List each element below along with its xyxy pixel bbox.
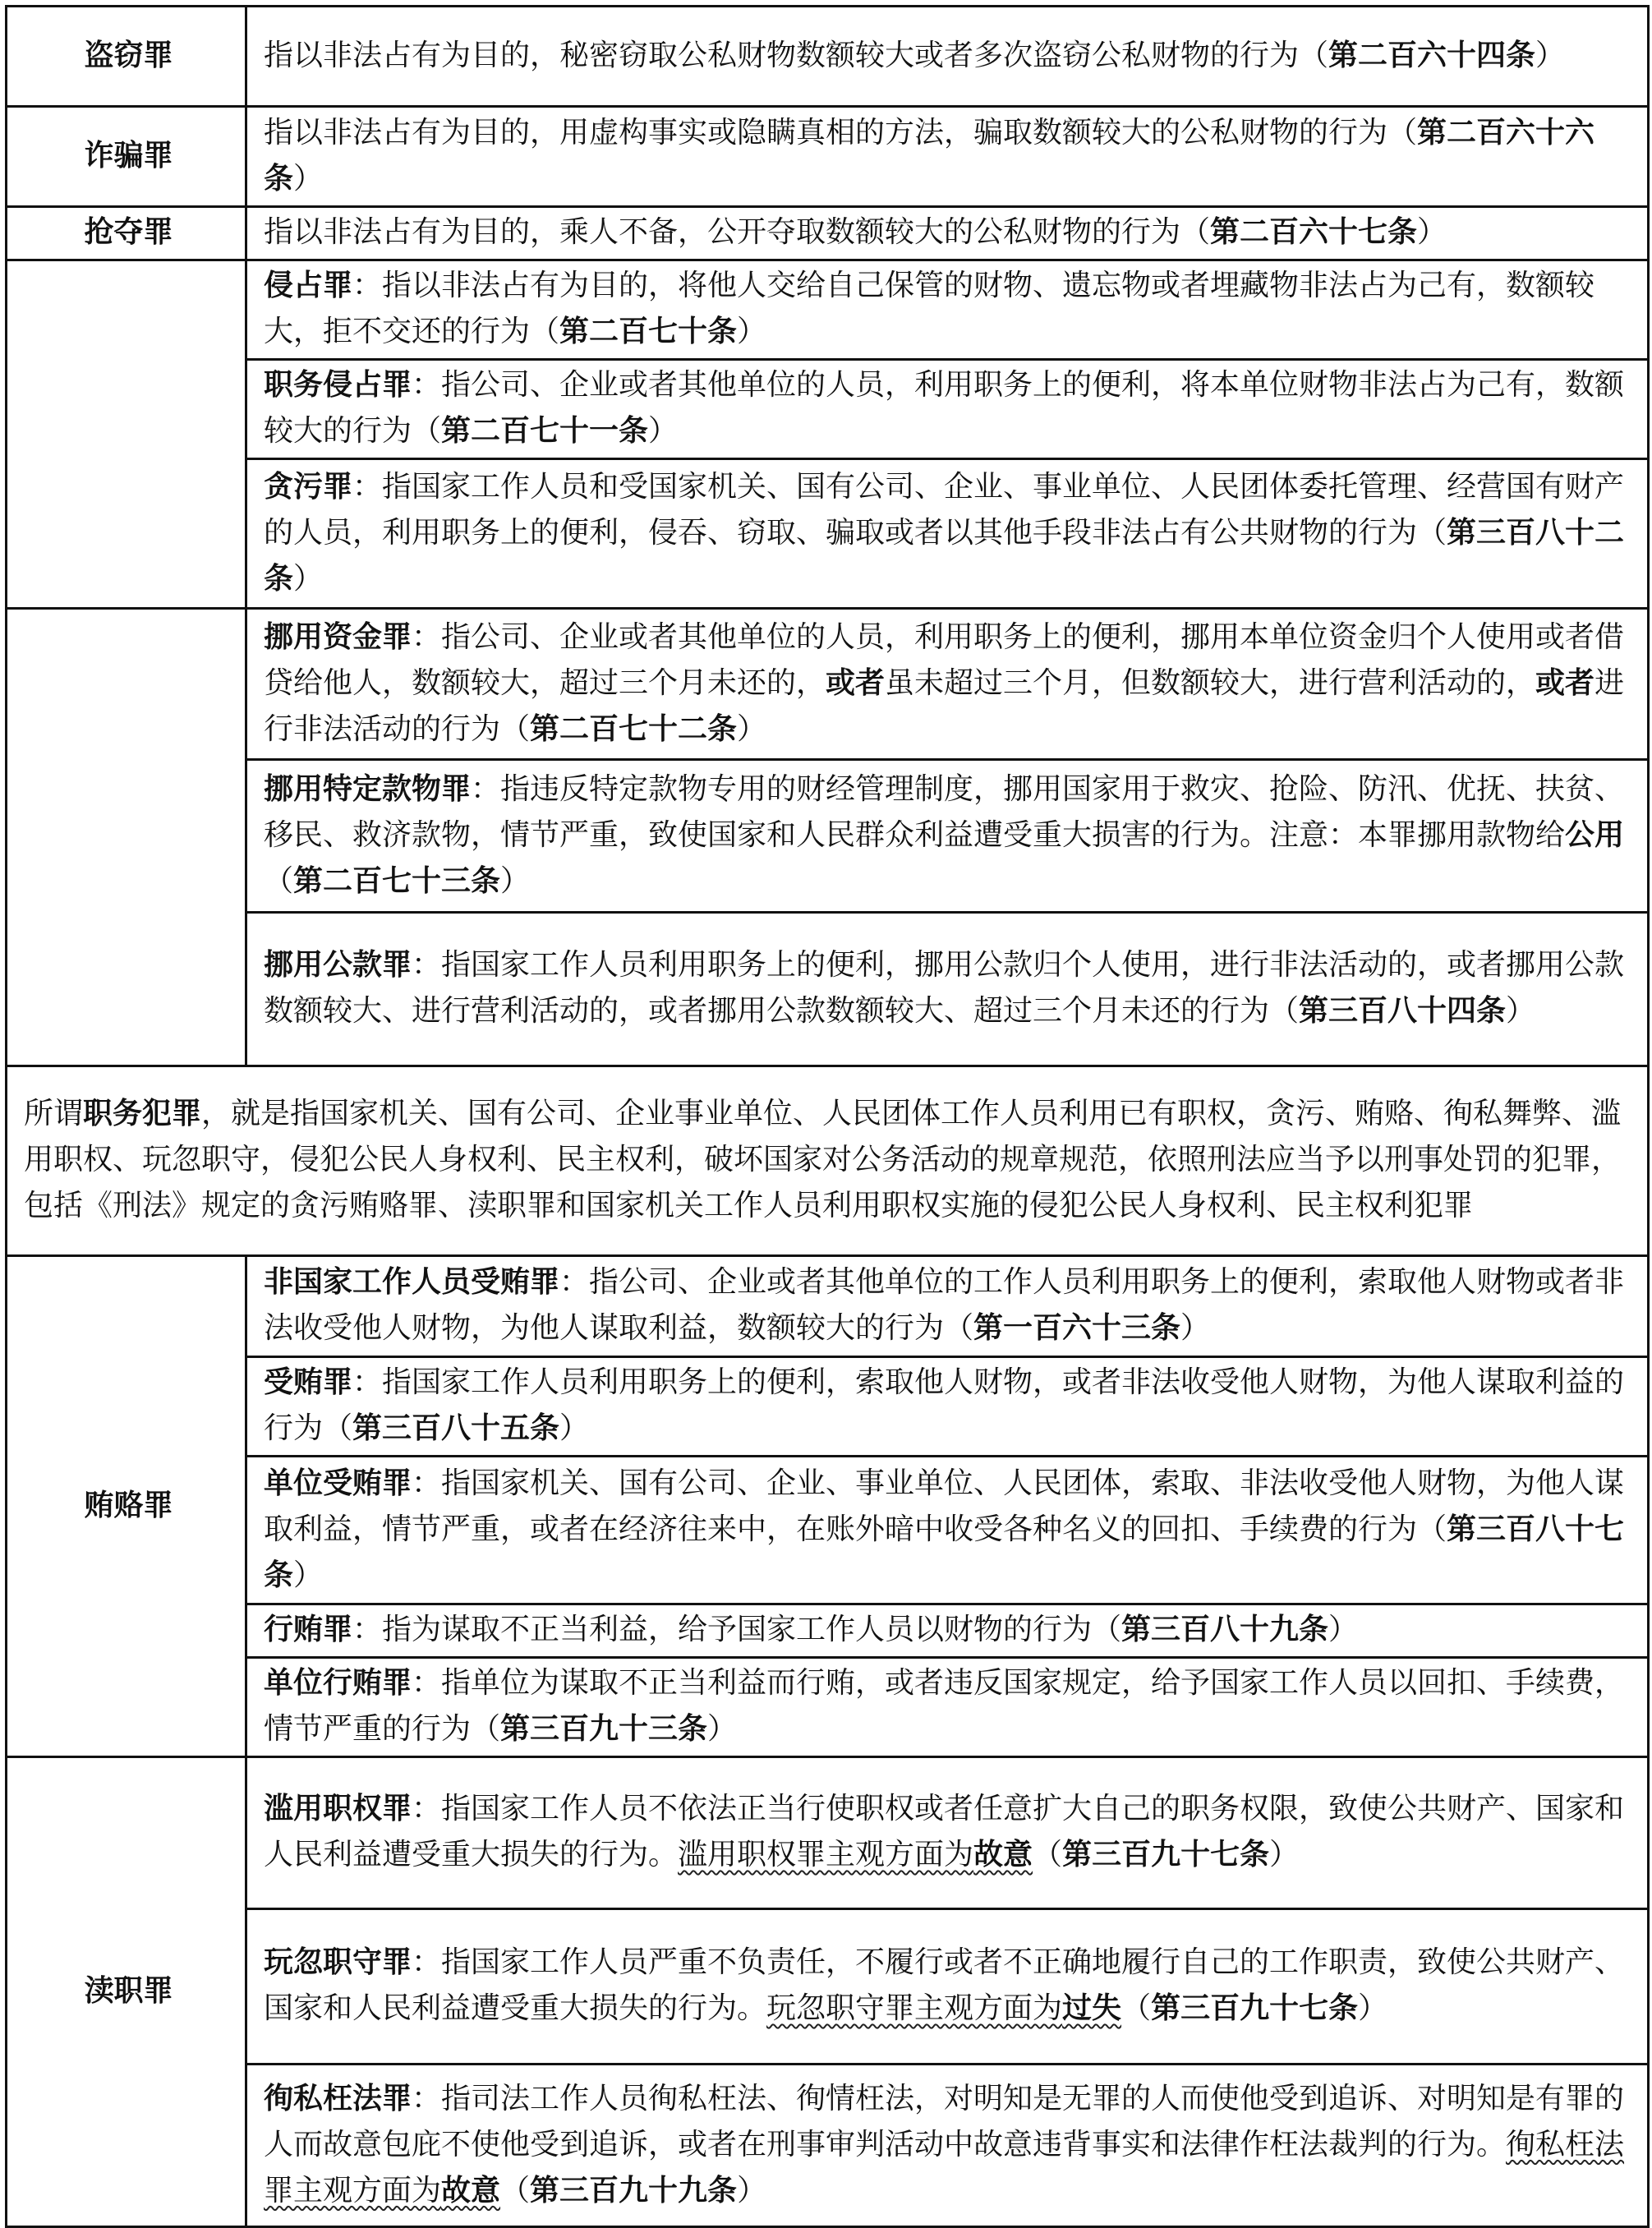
- article-ref: 第三百八十二条: [264, 515, 1625, 596]
- crime-term: 挪用资金罪: [264, 619, 412, 654]
- definition-text: （: [1121, 1991, 1152, 2025]
- crime-term: 玩忽职守罪: [264, 1945, 412, 1979]
- definition-text: ：指为谋取不正当利益，给予国家工作人员以财物的行为（: [352, 1613, 1122, 1646]
- keyword: 或者: [826, 665, 886, 700]
- definition-text: ：指公司、企业或者其他单位的人员，利用职务上的便利，挪用本单位资金归个人使用或者借贷给他人，数额较大，超过三个月未还的，: [264, 619, 1625, 700]
- table-row: [7, 760, 1649, 913]
- crime-definition-fraud: [246, 107, 1649, 207]
- crime-term: 挪用特定款物罪: [264, 771, 472, 806]
- article-ref: 第二百七十一条: [441, 414, 649, 448]
- crime-definition-theft: [246, 7, 1649, 107]
- paren-close: ）: [1269, 1838, 1300, 1871]
- definition-text: ：指国家机关、国有公司、企业、事业单位、人民团体，索取、非法收受他人财物，为他人谋取利益，情节严重，或者在经济往来中，在账外暗中收受各种名义的回扣、手续费的行为（: [264, 1466, 1625, 1546]
- definition-text: ，就是指国家机关、国有公司、企业事业单位、人民团体工作人员利用已有职权，贪污、贿赂、徇私舞弊、滥用职权、玩忽职守，侵犯公民人身权利、民主权利，破坏国家对公务活动的规章规范，依照刑法应当予以刑事处罚的犯罪，包括《刑法》规定的贪污贿赂罪、渎职罪和国家机关工作人员利用职权实施的侵犯公民人身权利、民主权利犯罪: [24, 1097, 1622, 1222]
- table-row: [7, 7, 1649, 107]
- paren-close: ）: [648, 414, 679, 448]
- subjective-aspect-text: 徇私枉法罪主观方面为: [264, 2127, 1625, 2207]
- crime-term: 徇私枉法罪: [264, 2081, 412, 2115]
- crime-term: 侵占罪: [264, 269, 353, 302]
- crime-term: 职务犯罪: [83, 1097, 202, 1130]
- crime-definition-abuse-power: [246, 1757, 1649, 1909]
- paren-close: ）: [1358, 1991, 1388, 2025]
- crime-definition-accept-bribe: [246, 1357, 1649, 1457]
- definition-text: ：指国家工作人员利用职务上的便利，索取他人财物，或者非法收受他人财物，为他人谋取利益的行为（: [264, 1365, 1625, 1445]
- keyword: 或者: [1535, 665, 1595, 700]
- crime-term: 受贿罪: [264, 1365, 353, 1399]
- paren-close: ）: [1506, 994, 1536, 1028]
- definition-text: ：指司法工作人员徇私枉法、徇情枉法，对明知是无罪的人而使他受到追诉、对明知是有罪的人而故意包庇不使他受到追诉，或者在刑事审判活动中故意违背事实和法律作枉法裁判的行为。: [264, 2081, 1625, 2161]
- crime-definition-neglect-duty: [246, 1909, 1649, 2065]
- article-ref: 第一百六十三条: [973, 1311, 1181, 1345]
- table-row: [7, 1256, 1649, 1357]
- article-ref: 第三百八十九条: [1121, 1613, 1329, 1646]
- table-row: [7, 1357, 1649, 1457]
- paren-close: ）: [559, 1411, 590, 1445]
- paren-close: ）: [737, 711, 767, 746]
- crime-term: 行贿罪: [264, 1613, 353, 1646]
- table-row: [7, 207, 1649, 260]
- crime-term: 贪污罪: [264, 469, 353, 504]
- keyword: 公用: [1565, 817, 1625, 852]
- definition-text: 虽未超过三个月，但数额较大，进行营利活动的，: [885, 665, 1536, 700]
- crime-definition-embezzle: [246, 260, 1649, 360]
- definition-text: ：指单位为谋取不正当利益而行贿，或者违反国家规定，给予国家工作人员以回扣、手续费，情节严重的行为（: [264, 1666, 1625, 1746]
- definition-text: ：指国家工作人员不依法正当行使职权或者任意扩大自己的职务权限，致使公共财产、国家和人民利益遭受重大损失的行为。: [264, 1792, 1625, 1871]
- table-row: [7, 459, 1649, 609]
- keyword: 过失: [1062, 1991, 1122, 2025]
- article-ref: 第二百七十二条: [530, 711, 738, 746]
- crime-definition-snatch: [246, 207, 1649, 260]
- empty-label-cell: [7, 609, 246, 1066]
- table-row: [7, 260, 1649, 360]
- paren-close: ）: [1535, 38, 1566, 72]
- subjective-aspect-text: 滥用职权罪主观方面为: [678, 1838, 974, 1871]
- article-ref: 第二百六十四条: [1328, 38, 1536, 72]
- keyword: 故意: [441, 2173, 501, 2207]
- table-row: [7, 107, 1649, 207]
- definition-text: ：指公司、企业或者其他单位的工作人员利用职务上的便利，索取他人财物或者非法收受他人财物，为他人谋取利益，数额较大的行为（: [264, 1265, 1625, 1345]
- paren-close: ）: [1417, 215, 1447, 249]
- definition-text: 指以非法占有为目的，乘人不备，公开夺取数额较大的公私财物的行为（: [264, 215, 1211, 249]
- subjective-aspect-text: 玩忽职守罪主观方面为: [766, 1991, 1063, 2025]
- paren-close: ）: [737, 315, 767, 348]
- definition-text: ：指国家工作人员严重不负责任，不履行或者不正确地履行自己的工作职责，致使公共财产、国家和人民利益遭受重大损失的行为。: [264, 1945, 1625, 2025]
- crime-definition-misappropriate-public: [246, 913, 1649, 1066]
- definition-text: （: [264, 863, 294, 898]
- crime-definition-offer-bribe: [246, 1604, 1649, 1658]
- crime-definition-duty-embezzle: [246, 360, 1649, 459]
- table-row: [7, 1909, 1649, 2065]
- article-ref: 第二百六十七条: [1210, 215, 1418, 249]
- article-ref: 第二百七十条: [559, 315, 738, 348]
- crime-definition-bend-law: [246, 2065, 1649, 2227]
- definition-text: 指以非法占有为目的，秘密窃取公私财物数额较大或者多次盗窃公私财物的行为（: [264, 38, 1329, 72]
- crime-definitions-table: [5, 5, 1650, 2228]
- crime-definition-nonstate-bribe: [246, 1256, 1649, 1357]
- paren-close: ）: [293, 161, 324, 196]
- table-row: [7, 360, 1649, 459]
- paren-close: ）: [293, 1558, 324, 1592]
- table-row: [7, 609, 1649, 760]
- crime-definition-unit-offer-bribe: [246, 1658, 1649, 1757]
- table-row: [7, 1658, 1649, 1757]
- article-ref: 第三百九十七条: [1062, 1838, 1270, 1871]
- paren-close: ）: [500, 863, 531, 898]
- crime-term: 挪用公款罪: [264, 948, 412, 982]
- definition-text: ：指公司、企业或者其他单位的人员，利用职务上的便利，将本单位财物非法占为己有，数额较大的行为（: [264, 368, 1625, 448]
- table-row: [7, 913, 1649, 1066]
- wavy-underlined-text: [678, 1838, 1033, 1871]
- article-ref: 第三百九十三条: [500, 1712, 708, 1746]
- empty-label-cell: [7, 260, 246, 609]
- paren-close: ）: [1180, 1311, 1211, 1345]
- article-ref: 第三百九十七条: [1151, 1991, 1359, 2025]
- definition-text: （: [1033, 1838, 1063, 1871]
- definition-text: ：指违反特定款物专用的财经管理制度，挪用国家用于救灾、抢险、防汛、优抚、扶贫、移民、救济款物，情节严重，致使国家和人民群众利益遭受重大损害的行为。注意：本罪挪用款物给: [264, 771, 1625, 852]
- article-ref: 第二百六十六条: [264, 115, 1595, 196]
- crime-label-fraud: 诈骗罪: [7, 107, 246, 207]
- crime-definition-corruption: [246, 459, 1649, 609]
- crime-term: 非国家工作人员受贿罪: [264, 1265, 560, 1299]
- keyword: 故意: [973, 1838, 1033, 1871]
- table-row: [7, 1757, 1649, 1909]
- crime-term: 职务侵占罪: [264, 368, 412, 402]
- definition-text: （: [500, 2173, 531, 2207]
- crime-definition-misappropriate-funds: [246, 609, 1649, 760]
- crime-definition-misappropriate-special: [246, 760, 1649, 913]
- article-ref: 第三百八十五条: [352, 1411, 560, 1445]
- duty-crime-definition: [7, 1066, 1649, 1256]
- article-ref: 第三百八十七条: [264, 1512, 1625, 1592]
- paren-close: ）: [737, 2173, 767, 2207]
- paren-close: ）: [293, 561, 324, 596]
- crime-label-dereliction: 渎职罪: [7, 1757, 246, 2227]
- definition-text: 所谓: [24, 1097, 84, 1130]
- wavy-underlined-text: [766, 1991, 1121, 2025]
- article-ref: 第三百九十九条: [530, 2173, 738, 2207]
- table-row: [7, 1604, 1649, 1658]
- table-row: [7, 1457, 1649, 1604]
- definition-text: 指以非法占有为目的，用虚构事实或隐瞒真相的方法，骗取数额较大的公私财物的行为（: [264, 115, 1418, 150]
- table-row: [7, 2065, 1649, 2227]
- definition-text: ：指国家工作人员和受国家机关、国有公司、企业、事业单位、人民团体委托管理、经营国有财产的人员，利用职务上的便利，侵吞、窃取、骗取或者以其他手段非法占有公共财物的行为（: [264, 469, 1625, 550]
- definition-text: 进行非法活动的行为（: [264, 665, 1625, 746]
- crime-term: 单位行贿罪: [264, 1666, 412, 1700]
- crime-definition-unit-accept-bribe: [246, 1457, 1649, 1604]
- definition-text: ：指国家工作人员利用职务上的便利，挪用公款归个人使用，进行非法活动的，或者挪用公款数额较大、进行营利活动的，或者挪用公款数额较大、超过三个月未还的行为（: [264, 948, 1625, 1028]
- paren-close: ）: [707, 1712, 738, 1746]
- article-ref: 第三百八十四条: [1299, 994, 1507, 1028]
- table-row: [7, 1066, 1649, 1256]
- crime-label-snatch: 抢夺罪: [7, 207, 246, 260]
- crime-term: 滥用职权罪: [264, 1792, 412, 1825]
- crime-term: 单位受贿罪: [264, 1466, 412, 1500]
- paren-close: ）: [1328, 1613, 1359, 1646]
- crime-label-theft: 盗窃罪: [7, 7, 246, 107]
- article-ref: 第二百七十三条: [293, 863, 501, 898]
- crime-label-bribery: 贿赂罪: [7, 1256, 246, 1757]
- definition-text: ：指以非法占有为目的，将他人交给自己保管的财物、遗忘物或者埋藏物非法占为己有，数额较大，拒不交还的行为（: [264, 269, 1595, 348]
